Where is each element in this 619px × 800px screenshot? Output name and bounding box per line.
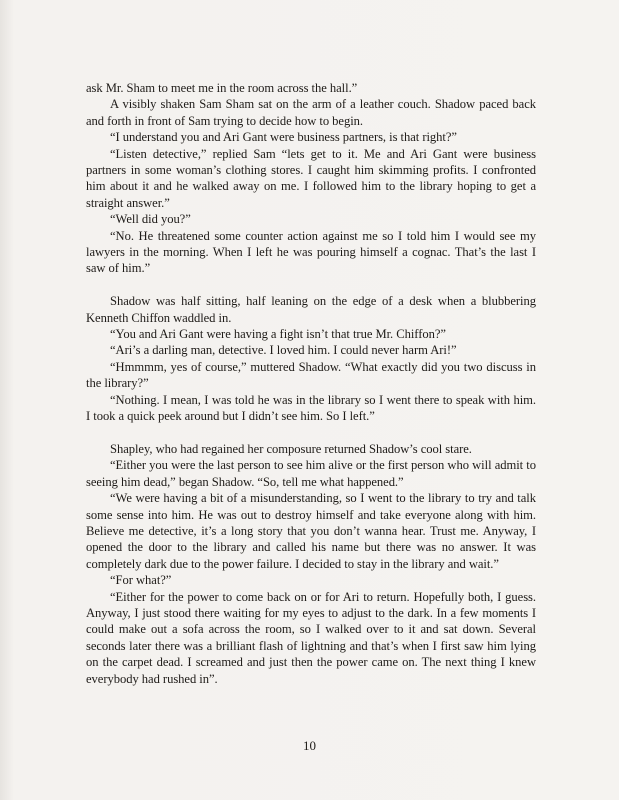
- paragraph: “Ari’s a darling man, detective. I loved him. I could never harm Ari!”: [110, 343, 457, 358]
- paragraph: Shadow was half sitting, half leaning on the edge of a desk when a blubbering Kenneth Chiffon waddled in.: [86, 294, 536, 325]
- paragraph: “We were having a bit of a misunderstanding, so I went to the library to try and talk some sense into him. He was out to destroy himself and take everyone along with him. Believe me detective, it’s a long story that you don’t wanna hear. Trust me. Anyway, I opened the door to the library and called his name but there was no answer. It was completely dark due to the power failure. I decided to stay in the library and wait.”: [86, 491, 536, 571]
- page-number: 10: [303, 738, 316, 753]
- paragraph: “Well did you?”: [110, 212, 191, 227]
- paragraph: “Hmmmm, yes of course,” muttered Shadow. “What exactly did you two discuss in the library?”: [86, 359, 536, 391]
- paragraph: Shapley, who had regained her composure returned Shadow’s cool stare.: [110, 441, 472, 456]
- paragraph: “For what?”: [110, 573, 172, 588]
- paragraph: “Either you were the last person to see him alive or the first person who will admit to seeing him dead,” began Shadow. “So, tell me what happened.”: [86, 458, 536, 489]
- story-text: [86, 80, 536, 687]
- paragraph: A visibly shaken Sam Sham sat on the arm of a leather couch. Shadow paced back and forth in front of Sam trying to decide how to begin.: [86, 97, 536, 128]
- paragraph: “You and Ari Gant were having a fight isn’t that true Mr. Chiffon?”: [110, 327, 446, 342]
- paragraph: “Either for the power to come back on or for Ari to return. Hopefully both, I guess. Anyway, I just stood there waiting for my eyes to adjust to the dark. In a few moments I could make out a sofa across the room, so I walked over to it and sat down. Several seconds later there was a brilliant flash of lightning and that’s when I first saw him lying on the carpet dead. I screamed and just then the power came on. The next thing I knew everybody had rushed in”.: [86, 589, 536, 686]
- paragraph: “Listen detective,” replied Sam “lets get to it. Me and Ari Gant were business partners in some woman’s clothing stores. I caught him skimming profits. I confronted him about it and he walked away on me. I followed him to the library hoping to get a straight answer.”: [86, 146, 536, 210]
- paragraph: ask Mr. Sham to meet me in the room across the hall.”: [86, 81, 358, 95]
- paragraph: “Nothing. I mean, I was told he was in the library so I went there to speak with him. I took a quick peek around but I didn’t see him. So I left.”: [86, 392, 536, 424]
- paragraph: “I understand you and Ari Gant were business partners, is that right?”: [110, 130, 457, 145]
- paragraph: “No. He threatened some counter action against me so I told him I would see my lawyers in the morning. When I left he was pouring himself a cognac. That’s the last I saw of him.”: [86, 228, 536, 276]
